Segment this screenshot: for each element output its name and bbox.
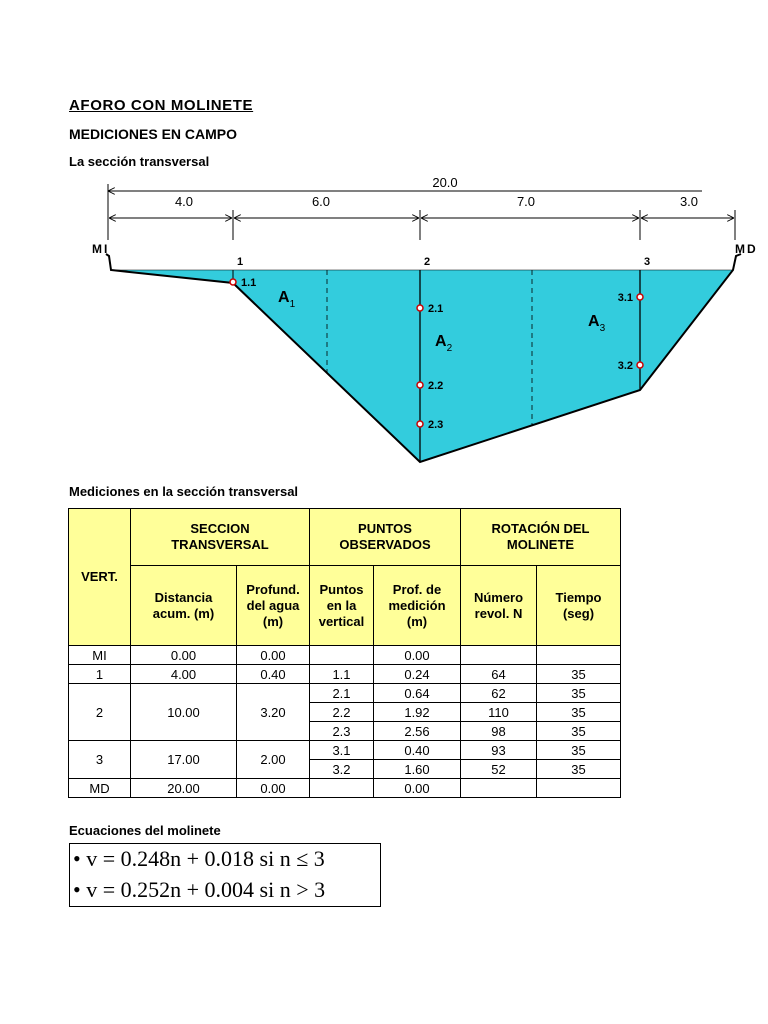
point-marker-2-3 [417,421,423,427]
right-bank-label: MD [735,242,758,256]
cell-distancia: 4.00 [131,665,237,684]
area-label-a2: $A_2$ [435,333,453,354]
cell-prof-medicion: 1.60 [374,760,461,779]
equations-title: Ecuaciones del molinete [69,823,221,838]
cell-prof-medicion: 0.00 [374,779,461,798]
header-puntos-vertical: Puntos en la vertical [310,566,374,646]
cell-prof-medicion: 0.00 [374,646,461,665]
table-row [69,741,621,760]
header-puntos-observados: PUNTOS OBSERVADOS [310,509,461,566]
cell-numero: 98 [461,722,537,741]
dimension-seg4-label: 3.0 [679,194,699,209]
cell-tiempo [537,646,621,665]
cell-prof-medicion: 2.56 [374,722,461,741]
cell-tiempo: 35 [537,684,621,703]
cell-tiempo: 35 [537,741,621,760]
dimension-total-label: 20.0 [432,175,458,190]
cell-numero [461,646,537,665]
equation-1: • v = 0.248n + 0.018 si n ≤ 3 [73,846,325,871]
vertical-label-3: 3 [643,256,651,268]
cell-tiempo: 35 [537,760,621,779]
dimension-seg1-label: 4.0 [174,194,194,209]
cell-distancia: 17.00 [131,741,237,779]
cell-numero: 93 [461,741,537,760]
header-numero-revol: Número revol. N [461,566,537,646]
cell-distancia: 0.00 [131,646,237,665]
equation-2: • v = 0.252n + 0.004 si n > 3 [73,877,326,902]
section-label: La sección transversal [69,154,210,169]
equations-box [69,843,381,907]
cell-vert: 3 [69,741,131,779]
header-tiempo: Tiempo (seg) [537,566,621,646]
cell-vert: 1 [69,665,131,684]
cell-prof-medicion: 0.24 [374,665,461,684]
cell-numero [461,779,537,798]
cell-punto: 2.3 [310,722,374,741]
measurements-table [68,508,621,798]
cell-tiempo: 35 [537,703,621,722]
vertical-label-2: 2 [423,256,431,268]
cell-punto: 2.1 [310,684,374,703]
header-profundidad: Profund. del agua (m) [237,566,310,646]
header-prof-medicion: Prof. de medición (m) [374,566,461,646]
cell-profundidad: 0.00 [237,646,310,665]
cell-punto [310,646,374,665]
left-bank-label: MI [92,242,110,256]
cell-distancia: 10.00 [131,684,237,741]
table-row [69,646,621,665]
page-subtitle: MEDICIONES EN CAMPO [69,126,238,142]
cell-punto [310,779,374,798]
table-row [69,665,621,684]
table-title: Mediciones en la sección transversal [69,484,299,499]
cell-punto: 2.2 [310,703,374,722]
point-label-3-1: 3.1 [617,292,633,304]
dimension-seg2-label: 6.0 [311,194,331,209]
area-label-a1: $A_1$ [278,289,296,310]
cell-profundidad: 0.00 [237,779,310,798]
cell-tiempo: 35 [537,665,621,684]
cell-numero: 64 [461,665,537,684]
page-title: AFORO CON MOLINETE [69,97,254,114]
cell-distancia: 20.00 [131,779,237,798]
table-row [69,684,621,703]
point-label-2-1: 2.1 [428,303,444,315]
cell-vert: MI [69,646,131,665]
point-marker-2-1 [417,305,423,311]
cross-section-diagram [0,0,768,480]
cell-profundidad: 3.20 [237,684,310,741]
cell-tiempo [537,779,621,798]
point-marker-2-2 [417,382,423,388]
point-label-2-2: 2.2 [428,380,444,392]
cell-profundidad: 2.00 [237,741,310,779]
cell-numero: 62 [461,684,537,703]
point-label-1-1: 1.1 [241,277,257,289]
point-label-2-3: 2.3 [428,419,444,431]
point-marker-1-1 [230,279,236,285]
header-seccion-transversal: SECCION TRANSVERSAL [131,509,310,566]
cell-tiempo: 35 [537,722,621,741]
point-label-3-2: 3.2 [617,360,633,372]
point-marker-3-1 [637,294,643,300]
cell-profundidad: 0.40 [237,665,310,684]
cell-vert: 2 [69,684,131,741]
vertical-label-1: 1 [236,256,244,268]
table-row [69,779,621,798]
cell-numero: 52 [461,760,537,779]
cell-prof-medicion: 0.64 [374,684,461,703]
header-vert: VERT. [69,509,131,646]
header-distancia: Distancia acum. (m) [131,566,237,646]
cell-punto: 3.2 [310,760,374,779]
area-label-a3: $A_3$ [588,313,606,334]
cell-punto: 3.1 [310,741,374,760]
cell-vert: MD [69,779,131,798]
cell-prof-medicion: 1.92 [374,703,461,722]
cell-prof-medicion: 0.40 [374,741,461,760]
dimension-seg3-label: 7.0 [516,194,536,209]
point-marker-3-2 [637,362,643,368]
cell-punto: 1.1 [310,665,374,684]
header-rotacion-molinete: ROTACIÓN DEL MOLINETE [461,509,621,566]
cell-numero: 110 [461,703,537,722]
